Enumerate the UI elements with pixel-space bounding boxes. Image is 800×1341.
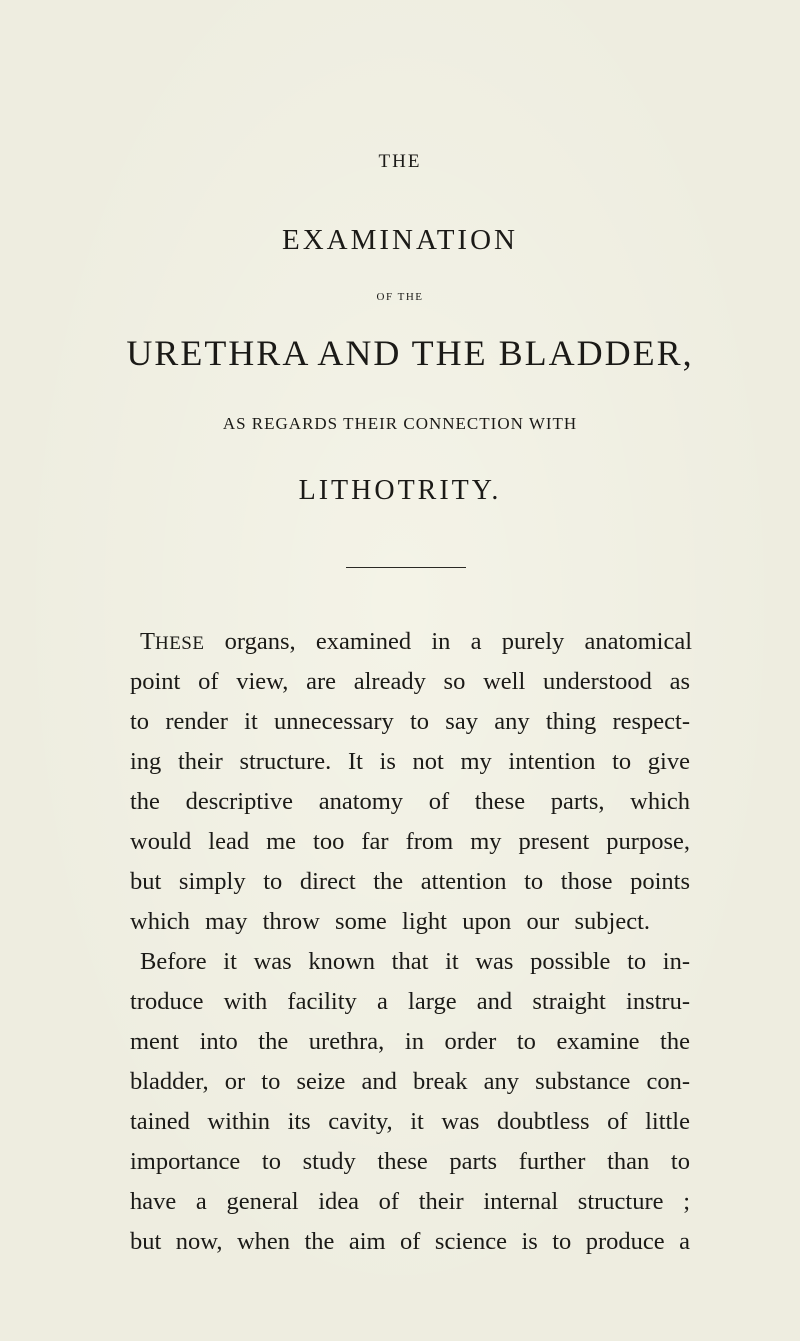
text-line: bladder, or to seize and break any substance con-	[130, 1068, 690, 1095]
text-line: which may throw some light upon our subject.	[130, 908, 650, 935]
small-caps-word: HESE	[154, 633, 205, 654]
drop-cap: T	[140, 628, 155, 655]
text-line: ing their structure. It is not my intention to give	[130, 748, 690, 775]
line-rest: organs, examined in a purely anatomical	[204, 628, 692, 655]
text-line: tained within its cavity, it was doubtless of little	[130, 1108, 690, 1135]
heading-of-the: OF THE	[376, 291, 424, 303]
text-line	[140, 622, 692, 662]
text-line: would lead me too far from my present purpose,	[130, 828, 690, 855]
text-line: ment into the urethra, in order to examine the	[130, 1028, 690, 1055]
text-line: Before it was known that it was possible to in-	[140, 948, 690, 975]
heading-examination: EXAMINATION	[282, 224, 518, 256]
subtitle: AS REGARDS THEIR CONNECTION WITH	[222, 414, 578, 433]
text-line: troduce with facility a large and straight instru-	[130, 988, 690, 1015]
heading-lithotrity: LITHOTRITY.	[298, 475, 502, 506]
text-line: importance to study these parts further than to	[130, 1148, 690, 1175]
main-title: URETHRA AND THE BLADDER,	[126, 333, 694, 373]
text-line: but now, when the aim of science is to produce a	[130, 1228, 690, 1255]
text-line: but simply to direct the attention to those points	[130, 868, 690, 895]
text-line: have a general idea of their internal structure ;	[130, 1188, 690, 1215]
section-divider	[346, 567, 466, 568]
text-line: point of view, are already so well understood as	[130, 668, 690, 695]
text-line: to render it unnecessary to say any thing respect-	[130, 708, 690, 735]
heading-the: THE	[378, 151, 422, 172]
text-line: the descriptive anatomy of these parts, which	[130, 788, 690, 815]
